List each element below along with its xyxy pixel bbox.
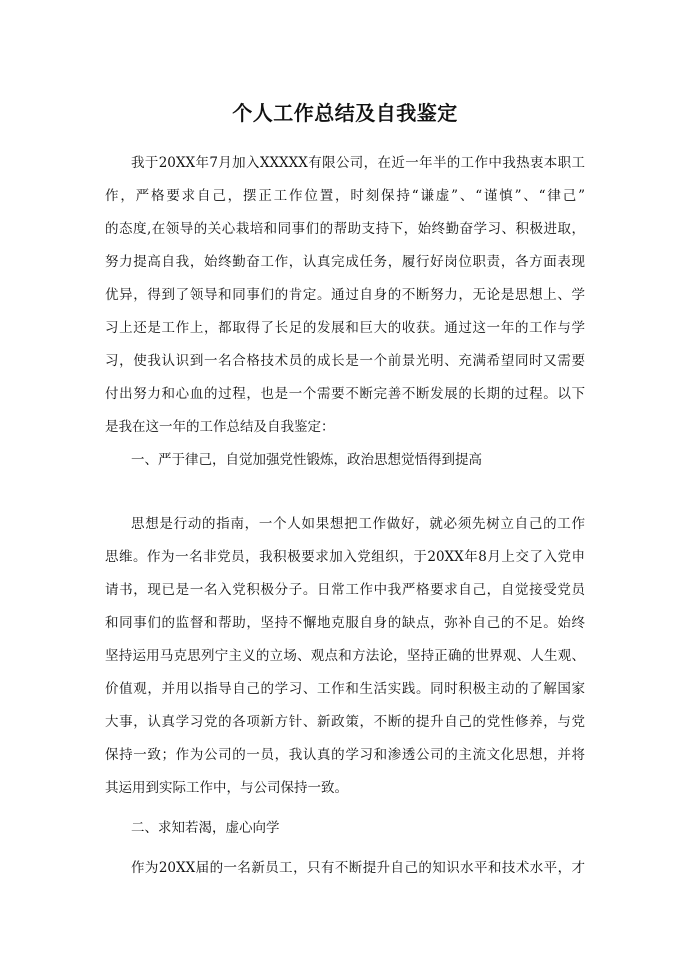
paragraph-line: 是我在这一年的工作总结及自我鉴定： — [105, 419, 335, 435]
paragraph-line: 优异，得到了领导和同事们的肯定。通过自身的不断努力，无论是思想上、学 — [105, 287, 585, 303]
paragraph-line: 思想是行动的指南，一个人如果想把工作做好，就必须先树立自己的工作 — [131, 516, 585, 532]
paragraph-line: 其运用到实际工作中，与公司保持一致。 — [105, 780, 348, 796]
paragraph-line: 保持一致；作为公司的一员，我认真的学习和渗透公司的主流文化思想，并将 — [105, 747, 585, 763]
document-title: 个人工作总结及自我鉴定 — [232, 101, 458, 125]
paragraph-line: 大事，认真学习党的各项新方针、新政策，不断的提升自己的党性修养，与党 — [105, 714, 585, 730]
section-heading: 一、严于律己，自觉加强党性锻炼，政治思想觉悟得到提高 — [131, 452, 482, 468]
paragraph-line: 请书，现已是一名入党积极分子。日常工作中我严格要求自己，自觉接受党员 — [105, 582, 585, 598]
paragraph-line: 思维。作为一名非党员，我积极要求加入党组织，于20XX年8月上交了入党申 — [105, 549, 585, 565]
paragraph-line: 付出努力和心血的过程，也是一个需要不断完善不断发展的长期的过程。以下 — [105, 386, 585, 402]
paragraph-line: 价值观，并用以指导自己的学习、工作和生活实践。同时积极主动的了解国家 — [105, 681, 585, 697]
paragraph-line: 我于20XX年7月加入XXXXX有限公司，在近一年半的工作中我热衷本职工 — [131, 155, 585, 171]
section-heading: 二、求知若渴，虚心向学 — [131, 820, 280, 836]
paragraph-line: 习，使我认识到一名合格技术员的成长是一个前景光明、充满希望同时又需要 — [105, 353, 585, 369]
paragraph-line: 作，严格要求自己，摆正工作位置，时刻保持“谦虚”、“谨慎”、“律己” — [105, 188, 585, 204]
paragraph-line: 作为20XX届的一名新员工，只有不断提升自己的知识水平和技术水平，才 — [131, 860, 585, 876]
paragraph-line: 习上还是工作上，都取得了长足的发展和巨大的收获。通过这一年的工作与学 — [105, 320, 585, 336]
paragraph-line: 努力提高自我，始终勤奋工作，认真完成任务，履行好岗位职责，各方面表现 — [105, 254, 585, 270]
paragraph-line: 和同事们的监督和帮助，坚持不懈地克服自身的缺点，弥补自己的不足。始终 — [105, 615, 585, 631]
paragraph-line: 的态度,在领导的关心栽培和同事们的帮助支持下，始终勤奋学习、积极进取， — [105, 221, 585, 237]
paragraph-line: 坚持运用马克思列宁主义的立场、观点和方法论，坚持正确的世界观、人生观、 — [105, 648, 585, 664]
